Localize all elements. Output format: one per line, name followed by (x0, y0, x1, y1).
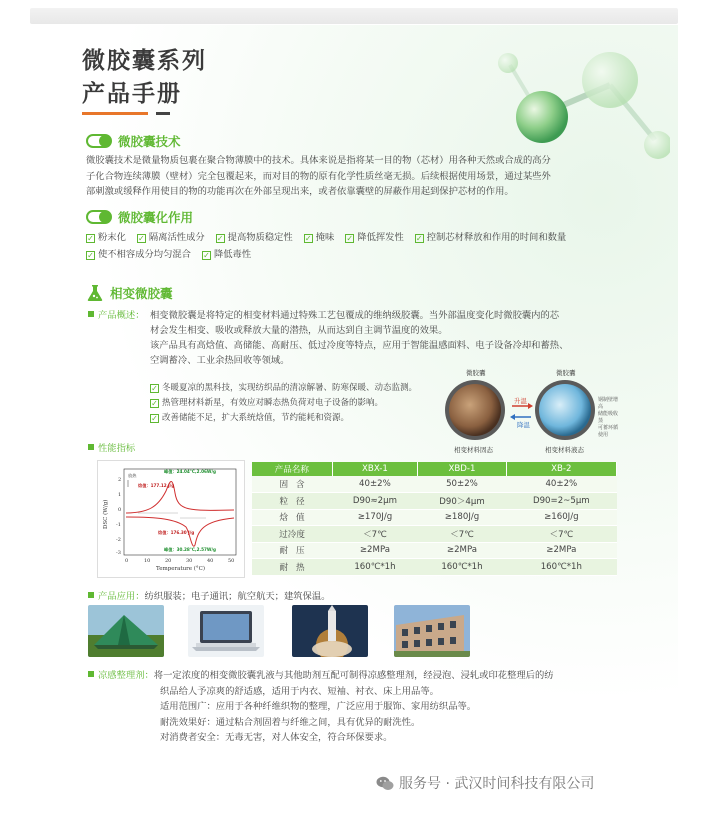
spec-header-row (252, 462, 617, 476)
function-item: ✓ 控制芯材释放和作用的时间和数量 (415, 232, 567, 243)
table-cell: 固含 (252, 476, 332, 493)
overview-line: 相变微胶囊是将特定的相变材料通过特殊工艺包覆成的维纳级胶囊。当外部温度变化时微胶囊内的芯 (150, 310, 560, 321)
overview-line: 该产品具有高焓值、高储能、高耐压、低过冷度等特点，应用于智能温感面料、电子设备冷却和蓄热、 (150, 340, 569, 351)
overview-line: 空调蓄冷、工业余热回收等领域。 (150, 355, 290, 366)
dsc-ytick: 1 (118, 492, 122, 498)
table-cell: 40±2% (506, 476, 616, 493)
tech-line: 部刺激或缓释作用使目的物的功能再次在外部呈现出来，或者依靠囊壁的屏蔽作用起到保护芯材的作用。 (86, 186, 514, 197)
spec-header-cell: XBX-1 (332, 462, 418, 476)
cooling-label: 降温 (517, 421, 530, 429)
table-cell: D90=2~5μm (506, 493, 616, 510)
spec-header-cell: XBD-1 (418, 462, 506, 476)
checkbox-icon: ✓ (151, 384, 158, 393)
capsule-side-note: 钢制壁增高 储能吸收蒸 可蓄环循使用 (598, 397, 619, 438)
checkbox-icon: ✓ (304, 234, 312, 243)
table-row (252, 509, 617, 526)
section-function-title: 微胶囊化作用 (118, 210, 194, 225)
function-item: ✓ 掩味 (304, 232, 335, 243)
table-row (252, 542, 617, 559)
finishing-line: 耐洗效果好：通过粘合剂固着与纤维之间，具有优异的耐洗性。 (160, 716, 421, 728)
dsc-chart (97, 460, 245, 578)
finishing-line: 适用范围广：应用于各种纤维织物的整理，广泛应用于服饰、家用纺织品等。 (160, 701, 477, 712)
application-line (88, 588, 330, 602)
function-item: ✓ 隔离活性成分 (138, 232, 205, 243)
table-cell: 粒径 (252, 493, 332, 510)
table-cell: D90＞4μm (418, 493, 506, 510)
application-text: 纺织服装；电子通讯；航空航天；建筑保温。 (144, 591, 331, 602)
application-photos (88, 605, 478, 659)
overview-label: 产品概述： (88, 308, 150, 323)
tech-line: 微胶囊技术是微量物质包裹在聚合物薄膜中的技术。具体来说是指将某一目的物（芯材）用各种天然或合成的高分 (86, 155, 551, 166)
dsc-ytick: 2 (118, 477, 122, 483)
dsc-xtick: 20 (165, 558, 172, 564)
section-pcm-header (86, 284, 173, 302)
checkbox-icon: ✓ (415, 234, 423, 243)
table-row (252, 476, 617, 493)
table-cell: ≥160J/g (506, 509, 616, 526)
section-function-header (86, 208, 193, 226)
checkbox-icon: ✓ (346, 234, 354, 243)
dsc-xtick: 10 (144, 558, 151, 564)
flask-icon (86, 284, 104, 302)
feature-item: ✓ 热管理材料新星，有效应对瞬态热负荷对电子设备的影响。 (151, 398, 384, 408)
finishing-agent-section (88, 668, 648, 746)
dsc-peak-bottom: 峰值：30.28°C,2.57W/g (164, 547, 217, 552)
dsc-xlabel: Temperature (°C) (156, 566, 206, 572)
checkbox-icon: ✓ (87, 250, 94, 260)
building-photo (394, 605, 470, 657)
table-cell: D90≈2μm (332, 493, 418, 510)
watermark (376, 773, 594, 793)
table-row (252, 559, 617, 576)
spec-header-cell: 产品名称 (252, 462, 332, 476)
wechat-icon (376, 776, 394, 791)
table-cell: 40±2% (332, 476, 418, 493)
function-item: ✓ 提高物质稳定性 (216, 232, 293, 243)
table-cell: ＜7℃ (418, 526, 506, 543)
pcm-overview (88, 308, 636, 368)
table-cell: 50±2% (418, 476, 506, 493)
checkbox-icon: ✓ (151, 399, 158, 408)
table-cell: ≥2MPa (506, 542, 616, 559)
section-tech-header (86, 132, 181, 150)
finishing-label: 凉感整理剂： (98, 670, 154, 681)
liquid-state-label: 相变材料液态 (545, 446, 584, 454)
dsc-xtick: 40 (207, 558, 214, 564)
function-item: ✓ 降低挥发性 (346, 232, 404, 243)
checkbox-icon: ✓ (138, 234, 145, 243)
top-band (30, 8, 678, 24)
finishing-line: 将一定浓度的相变微胶囊乳液与其他助剂互配可制得凉感整理剂，经浸泡、浸轧或印花整理后的纺 (153, 670, 554, 681)
table-row (252, 526, 617, 543)
toggle-icon (86, 134, 112, 148)
table-cell: ＜7℃ (506, 526, 616, 543)
tech-line: 子化合物连续薄膜（壁材）完全包覆起来，而对目的物的原有化学性质丝毫无损。后续根据使用场景，通过某些外 (86, 170, 551, 182)
function-item: ✓ 降低毒性 (203, 248, 252, 260)
rocket-photo (292, 605, 368, 657)
table-cell: 过冷度 (252, 526, 332, 543)
table-cell: ＜7℃ (332, 526, 418, 543)
brochure-page (30, 25, 678, 811)
capsule-label-left: 微胶囊 (466, 369, 486, 377)
capsule-label-right: 微胶囊 (556, 369, 576, 377)
heating-label: 升温 (514, 397, 527, 405)
dsc-exo-label: 放热 (128, 473, 137, 478)
laptop-photo (188, 605, 264, 657)
function-item: ✓ 使不相容成分均匀混合 (87, 248, 191, 260)
table-cell: ≥170J/g (332, 509, 418, 526)
dsc-ylabel: DSC (W/g) (103, 499, 109, 529)
performance-label: 性能指标 (88, 440, 135, 454)
spec-header-cell: XB-2 (506, 462, 616, 476)
table-cell: ≥180J/g (418, 509, 506, 526)
tech-paragraph (86, 153, 606, 200)
feature-item: ✓ 改善储能不足，扩大系统焓值，节约能耗和资源。 (151, 413, 350, 423)
checkbox-icon: ✓ (87, 234, 94, 243)
table-cell: 焓值 (252, 509, 332, 526)
dsc-ytick: -2 (116, 537, 121, 543)
checkbox-icon: ✓ (151, 414, 158, 423)
dsc-ytick: -3 (116, 550, 121, 556)
toggle-icon (86, 210, 112, 224)
capsule-illustration (438, 365, 618, 457)
watermark-text: 服务号 · 武汉时间科技有限公司 (399, 776, 595, 792)
table-cell: ≥2MPa (418, 542, 506, 559)
dsc-peak-top: 峰值：24.04°C,2.06W/g (164, 469, 217, 474)
function-checklist (86, 230, 626, 263)
dsc-xtick: 50 (228, 558, 235, 564)
table-cell: ≥2MPa (332, 542, 418, 559)
application-label: 产品应用： (98, 591, 145, 602)
table-cell: 耐压 (252, 542, 332, 559)
title-line-2: 产品手册 (82, 81, 182, 107)
dsc-enthalpy-top: 焓值：177.12 J/g (138, 483, 175, 488)
dsc-xtick: 0 (125, 558, 129, 564)
finishing-line: 对消费者安全：无毒无害，对人体安全，符合环保要求。 (160, 732, 393, 743)
title-underline-dash (156, 112, 170, 115)
table-row (252, 493, 617, 510)
checkbox-icon: ✓ (203, 250, 210, 260)
dsc-ytick: 0 (118, 507, 122, 513)
dsc-enthalpy-bottom: 焓值：176.30 J/g (158, 530, 195, 535)
section-tech-title: 微胶囊技术 (118, 134, 181, 149)
table-cell: 160℃*1h (506, 559, 616, 576)
spec-table (252, 462, 617, 576)
section-pcm-title: 相变微胶囊 (110, 286, 173, 301)
title-underline (82, 112, 148, 115)
dsc-ytick: -1 (116, 522, 121, 528)
solid-state-label: 相变材料固态 (454, 446, 493, 454)
overview-line: 材会发生相变、吸收或释放大量的潜热，从而达到自主调节温度的效果。 (150, 325, 448, 336)
tent-photo (88, 605, 164, 657)
feature-item: ✓ 冬暖夏凉的黑科技，实现纺织品的清凉解暑、防寒保暖、动态监测。 (151, 383, 418, 393)
function-item: ✓ 粉末化 (87, 232, 126, 243)
finishing-line: 织品给人予凉爽的舒适感，适用于内衣、短袖、衬衣、床上用品等。 (160, 685, 439, 697)
table-cell: 160℃*1h (332, 559, 418, 576)
dsc-xtick: 30 (186, 558, 193, 564)
title-line-1: 微胶囊系列 (82, 48, 207, 74)
checkbox-icon: ✓ (216, 234, 224, 243)
table-cell: 160℃*1h (418, 559, 506, 576)
table-cell: 耐热 (252, 559, 332, 576)
pcm-features (150, 381, 450, 426)
